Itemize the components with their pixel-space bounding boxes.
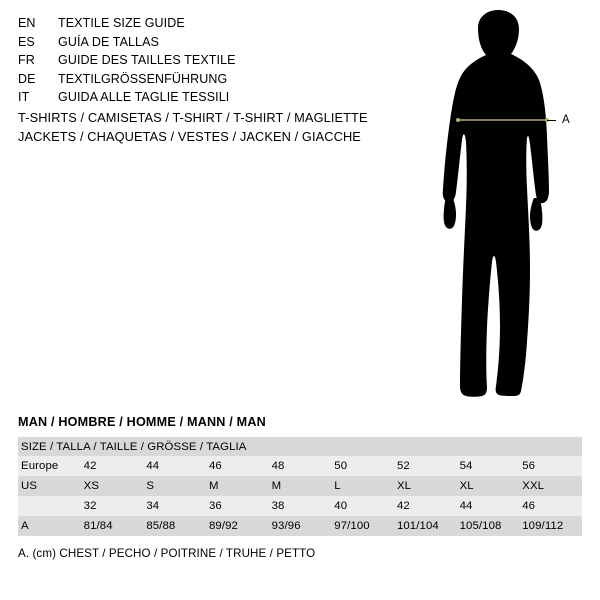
language-row bbox=[18, 53, 388, 72]
cell: 101/104 bbox=[394, 516, 457, 536]
cell: 50 bbox=[331, 456, 394, 476]
cell: 44 bbox=[143, 456, 206, 476]
cell: 34 bbox=[143, 496, 206, 516]
chest-marker-label: A bbox=[562, 114, 571, 126]
cell: 38 bbox=[269, 496, 332, 516]
cell: 42 bbox=[394, 496, 457, 516]
cell: L bbox=[331, 476, 394, 496]
cell: 109/112 bbox=[519, 516, 582, 536]
cell: 32 bbox=[81, 496, 144, 516]
cell: 48 bbox=[269, 456, 332, 476]
table-header-label: SIZE / TALLA / TAILLE / GRÖSSE / TAGLIA bbox=[18, 437, 582, 456]
cell: 93/96 bbox=[269, 516, 332, 536]
language-title: GUIDA ALLE TAGLIE TESSILI bbox=[58, 90, 230, 104]
language-title: TEXTILGRÖSSENFÜHRUNG bbox=[58, 71, 228, 86]
cell: 97/100 bbox=[331, 516, 394, 536]
table-row bbox=[18, 476, 582, 496]
category-jackets: JACKETS / CHAQUETAS / VESTES / JACKEN / GIACCHE bbox=[18, 129, 361, 144]
category-tshirts: T-SHIRTS / CAMISETAS / T-SHIRT / T-SHIRT / MAGLIETTE bbox=[18, 110, 368, 125]
silhouette-icon bbox=[410, 10, 590, 410]
cell: 36 bbox=[206, 496, 269, 516]
language-row bbox=[18, 35, 388, 54]
cell: S bbox=[143, 476, 206, 496]
size-table-wrapper bbox=[18, 437, 582, 536]
size-table bbox=[18, 437, 582, 536]
cell: 40 bbox=[331, 496, 394, 516]
row-label: A bbox=[18, 516, 81, 536]
cell: 54 bbox=[457, 456, 520, 476]
table-row bbox=[18, 496, 582, 516]
male-silhouette-figure bbox=[410, 10, 590, 410]
cell: 85/88 bbox=[143, 516, 206, 536]
language-code: EN bbox=[18, 16, 36, 30]
language-title: GUIDE DES TAILLES TEXTILE bbox=[58, 53, 236, 67]
cell: 52 bbox=[394, 456, 457, 476]
cell: 105/108 bbox=[457, 516, 520, 536]
cell: 46 bbox=[519, 496, 582, 516]
cell: 44 bbox=[457, 496, 520, 516]
language-row bbox=[18, 72, 388, 91]
cell: XXL bbox=[519, 476, 582, 496]
marker-dash-icon bbox=[547, 120, 556, 121]
cell: 89/92 bbox=[206, 516, 269, 536]
language-row bbox=[18, 90, 388, 109]
table-row bbox=[18, 516, 582, 536]
cell: M bbox=[269, 476, 332, 496]
cell: 46 bbox=[206, 456, 269, 476]
table-row bbox=[18, 456, 582, 476]
cell: 56 bbox=[519, 456, 582, 476]
table-header-row bbox=[18, 437, 582, 456]
chest-measure-endpoint bbox=[456, 118, 460, 122]
row-label bbox=[18, 496, 81, 516]
language-code: ES bbox=[18, 34, 35, 49]
cell: 81/84 bbox=[81, 516, 144, 536]
language-title: TEXTILE SIZE GUIDE bbox=[58, 16, 185, 30]
language-row bbox=[18, 16, 388, 35]
cell: XS bbox=[81, 476, 144, 496]
row-label: Europe bbox=[18, 456, 81, 476]
cell: 42 bbox=[81, 456, 144, 476]
row-label: US bbox=[18, 476, 81, 496]
cell: M bbox=[206, 476, 269, 496]
language-code: IT bbox=[18, 90, 30, 104]
section-heading-man: MAN / HOMBRE / HOMME / MANN / MAN bbox=[18, 415, 266, 429]
footnote-chest-measure: A. (cm) CHEST / PECHO / POITRINE / TRUHE / PETTO bbox=[18, 547, 316, 560]
language-code: FR bbox=[18, 53, 35, 67]
category-list bbox=[18, 110, 368, 148]
language-list bbox=[18, 16, 388, 109]
cell: XL bbox=[394, 476, 457, 496]
language-code: DE bbox=[18, 71, 36, 86]
language-title: GUÍA DE TALLAS bbox=[58, 34, 159, 49]
cell: XL bbox=[457, 476, 520, 496]
